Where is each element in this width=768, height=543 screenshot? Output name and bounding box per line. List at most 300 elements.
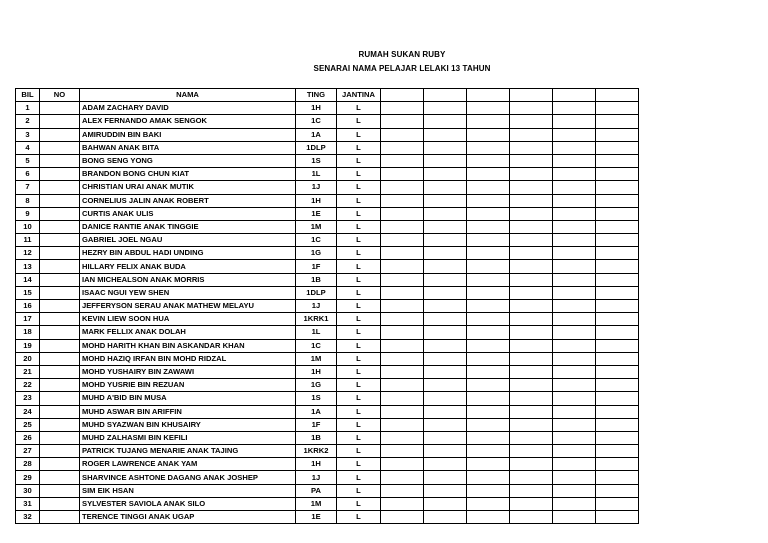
cell-ting: 1C [296, 234, 337, 247]
cell-jantina: L [337, 220, 381, 233]
cell-blank [381, 300, 424, 313]
cell-ting: 1B [296, 273, 337, 286]
cell-blank [553, 181, 596, 194]
cell-nama: BAHWAN ANAK BITA [80, 141, 296, 154]
table-row [16, 484, 639, 497]
cell-blank [424, 471, 467, 484]
cell-bil: 10 [16, 220, 40, 233]
cell-nama: ROGER LAWRENCE ANAK YAM [80, 458, 296, 471]
cell-ting: 1S [296, 154, 337, 167]
cell-blank [424, 458, 467, 471]
cell-blank [381, 247, 424, 260]
cell-blank [596, 471, 639, 484]
cell-blank [553, 497, 596, 510]
cell-no [40, 234, 80, 247]
header-blank [510, 89, 553, 102]
cell-blank [510, 168, 553, 181]
table-row [16, 431, 639, 444]
cell-nama: MOHD YUSRIE BIN REZUAN [80, 379, 296, 392]
cell-no [40, 168, 80, 181]
cell-ting: 1M [296, 220, 337, 233]
cell-blank [381, 365, 424, 378]
cell-ting: 1H [296, 365, 337, 378]
cell-blank [381, 313, 424, 326]
cell-bil: 23 [16, 392, 40, 405]
cell-blank [467, 511, 510, 524]
cell-nama: PATRICK TUJANG MENARIE ANAK TAJING [80, 445, 296, 458]
cell-blank [424, 273, 467, 286]
cell-blank [553, 207, 596, 220]
cell-ting: 1KRK1 [296, 313, 337, 326]
cell-bil: 17 [16, 313, 40, 326]
table-row [16, 234, 639, 247]
cell-no [40, 260, 80, 273]
cell-nama: MUHD ASWAR BIN ARIFFIN [80, 405, 296, 418]
cell-jantina: L [337, 339, 381, 352]
header-jantina: JANTINA [337, 89, 381, 102]
cell-blank [424, 300, 467, 313]
cell-nama: CHRISTIAN URAI ANAK MUTIK [80, 181, 296, 194]
cell-blank [424, 352, 467, 365]
cell-blank [553, 431, 596, 444]
cell-blank [510, 273, 553, 286]
cell-blank [467, 286, 510, 299]
cell-no [40, 418, 80, 431]
header-nama: NAMA [80, 89, 296, 102]
cell-blank [510, 445, 553, 458]
cell-jantina: L [337, 247, 381, 260]
cell-blank [553, 260, 596, 273]
cell-blank [424, 511, 467, 524]
cell-ting: 1DLP [296, 286, 337, 299]
cell-no [40, 220, 80, 233]
cell-bil: 12 [16, 247, 40, 260]
cell-bil: 21 [16, 365, 40, 378]
cell-bil: 6 [16, 168, 40, 181]
page-title: RUMAH SUKAN RUBY [358, 50, 446, 59]
table-row [16, 273, 639, 286]
table-row [16, 181, 639, 194]
cell-jantina: L [337, 497, 381, 510]
cell-jantina: L [337, 115, 381, 128]
cell-blank [510, 431, 553, 444]
cell-nama: TERENCE TINGGI ANAK UGAP [80, 511, 296, 524]
cell-blank [510, 234, 553, 247]
table-row [16, 445, 639, 458]
cell-blank [596, 194, 639, 207]
table-row [16, 207, 639, 220]
cell-blank [553, 247, 596, 260]
table-row [16, 339, 639, 352]
cell-blank [467, 405, 510, 418]
cell-jantina: L [337, 484, 381, 497]
cell-blank [467, 141, 510, 154]
cell-no [40, 352, 80, 365]
cell-ting: 1M [296, 497, 337, 510]
cell-no [40, 141, 80, 154]
table-row [16, 352, 639, 365]
cell-no [40, 313, 80, 326]
table-header-row [16, 89, 639, 102]
cell-blank [381, 392, 424, 405]
cell-blank [510, 313, 553, 326]
cell-jantina: L [337, 471, 381, 484]
cell-ting: 1F [296, 418, 337, 431]
cell-blank [510, 220, 553, 233]
table-row [16, 300, 639, 313]
cell-blank [424, 207, 467, 220]
cell-blank [596, 260, 639, 273]
cell-blank [424, 326, 467, 339]
cell-blank [596, 220, 639, 233]
cell-blank [424, 405, 467, 418]
cell-ting: 1C [296, 339, 337, 352]
cell-no [40, 115, 80, 128]
cell-blank [596, 497, 639, 510]
cell-ting: 1B [296, 431, 337, 444]
student-table [15, 88, 639, 524]
cell-bil: 25 [16, 418, 40, 431]
cell-blank [596, 234, 639, 247]
cell-bil: 28 [16, 458, 40, 471]
cell-ting: 1M [296, 352, 337, 365]
cell-blank [467, 207, 510, 220]
cell-nama: CORNELIUS JALIN ANAK ROBERT [80, 194, 296, 207]
cell-jantina: L [337, 365, 381, 378]
cell-blank [553, 379, 596, 392]
cell-ting: 1S [296, 392, 337, 405]
cell-blank [596, 128, 639, 141]
cell-blank [467, 326, 510, 339]
cell-nama: ADAM ZACHARY DAVID [80, 102, 296, 115]
cell-jantina: L [337, 392, 381, 405]
cell-blank [467, 102, 510, 115]
cell-blank [467, 352, 510, 365]
cell-bil: 27 [16, 445, 40, 458]
cell-no [40, 154, 80, 167]
cell-blank [596, 431, 639, 444]
table-row [16, 154, 639, 167]
table-row [16, 497, 639, 510]
cell-blank [467, 339, 510, 352]
cell-no [40, 379, 80, 392]
cell-blank [381, 431, 424, 444]
cell-no [40, 339, 80, 352]
cell-bil: 3 [16, 128, 40, 141]
cell-blank [553, 511, 596, 524]
cell-jantina: L [337, 234, 381, 247]
cell-jantina: L [337, 458, 381, 471]
cell-blank [510, 194, 553, 207]
cell-blank [596, 458, 639, 471]
cell-ting: 1F [296, 260, 337, 273]
cell-blank [467, 313, 510, 326]
table-row [16, 286, 639, 299]
cell-nama: MUHD SYAZWAN BIN KHUSAIRY [80, 418, 296, 431]
cell-blank [510, 260, 553, 273]
cell-blank [510, 102, 553, 115]
cell-blank [510, 511, 553, 524]
header-no: NO [40, 89, 80, 102]
table-row [16, 168, 639, 181]
cell-ting: 1H [296, 194, 337, 207]
cell-bil: 18 [16, 326, 40, 339]
cell-blank [424, 484, 467, 497]
cell-blank [424, 154, 467, 167]
cell-jantina: L [337, 154, 381, 167]
cell-no [40, 365, 80, 378]
header-blank [424, 89, 467, 102]
cell-nama: DANICE RANTIE ANAK TINGGIE [80, 220, 296, 233]
cell-blank [510, 392, 553, 405]
cell-jantina: L [337, 286, 381, 299]
cell-blank [424, 445, 467, 458]
cell-nama: HILLARY FELIX ANAK BUDA [80, 260, 296, 273]
cell-ting: 1H [296, 102, 337, 115]
cell-nama: GABRIEL JOEL NGAU [80, 234, 296, 247]
cell-jantina: L [337, 379, 381, 392]
cell-blank [596, 365, 639, 378]
cell-jantina: L [337, 102, 381, 115]
cell-blank [553, 339, 596, 352]
cell-no [40, 484, 80, 497]
cell-blank [424, 234, 467, 247]
cell-blank [553, 128, 596, 141]
cell-no [40, 392, 80, 405]
cell-blank [510, 379, 553, 392]
cell-bil: 16 [16, 300, 40, 313]
table-row [16, 247, 639, 260]
cell-blank [553, 365, 596, 378]
cell-bil: 31 [16, 497, 40, 510]
cell-bil: 11 [16, 234, 40, 247]
cell-blank [424, 128, 467, 141]
cell-blank [381, 458, 424, 471]
cell-bil: 24 [16, 405, 40, 418]
cell-blank [467, 458, 510, 471]
cell-jantina: L [337, 194, 381, 207]
cell-ting: 1A [296, 128, 337, 141]
table-row [16, 418, 639, 431]
cell-blank [510, 128, 553, 141]
cell-blank [553, 141, 596, 154]
table-row [16, 379, 639, 392]
cell-blank [467, 300, 510, 313]
cell-blank [381, 128, 424, 141]
cell-jantina: L [337, 445, 381, 458]
cell-jantina: L [337, 326, 381, 339]
cell-bil: 15 [16, 286, 40, 299]
cell-ting: PA [296, 484, 337, 497]
cell-blank [553, 168, 596, 181]
cell-blank [596, 247, 639, 260]
header-blank [596, 89, 639, 102]
cell-blank [381, 273, 424, 286]
cell-blank [467, 260, 510, 273]
cell-nama: ISAAC NGUI YEW SHEN [80, 286, 296, 299]
cell-jantina: L [337, 181, 381, 194]
cell-blank [467, 379, 510, 392]
cell-no [40, 247, 80, 260]
cell-blank [553, 102, 596, 115]
cell-blank [381, 260, 424, 273]
cell-blank [553, 418, 596, 431]
cell-blank [381, 497, 424, 510]
cell-blank [553, 234, 596, 247]
cell-blank [553, 392, 596, 405]
table-row [16, 102, 639, 115]
cell-blank [510, 207, 553, 220]
cell-bil: 2 [16, 115, 40, 128]
cell-bil: 4 [16, 141, 40, 154]
cell-blank [381, 154, 424, 167]
cell-blank [596, 141, 639, 154]
cell-blank [381, 379, 424, 392]
cell-no [40, 128, 80, 141]
cell-bil: 26 [16, 431, 40, 444]
cell-no [40, 431, 80, 444]
cell-blank [596, 418, 639, 431]
cell-nama: CURTIS ANAK ULIS [80, 207, 296, 220]
cell-blank [596, 352, 639, 365]
cell-blank [424, 497, 467, 510]
cell-blank [381, 141, 424, 154]
table-row [16, 128, 639, 141]
cell-blank [596, 405, 639, 418]
header-blank [553, 89, 596, 102]
cell-blank [510, 458, 553, 471]
table-row [16, 194, 639, 207]
cell-nama: JEFFERYSON SERAU ANAK MATHEW MELAYU [80, 300, 296, 313]
cell-ting: 1E [296, 207, 337, 220]
cell-bil: 13 [16, 260, 40, 273]
cell-ting: 1KRK2 [296, 445, 337, 458]
cell-blank [381, 418, 424, 431]
cell-blank [596, 286, 639, 299]
table-row [16, 405, 639, 418]
cell-blank [596, 484, 639, 497]
cell-ting: 1L [296, 326, 337, 339]
table-row [16, 458, 639, 471]
cell-blank [467, 234, 510, 247]
cell-no [40, 181, 80, 194]
cell-nama: HEZRY BIN ABDUL HADI UNDING [80, 247, 296, 260]
cell-bil: 7 [16, 181, 40, 194]
cell-blank [510, 352, 553, 365]
cell-blank [553, 273, 596, 286]
header-ting: TING [296, 89, 337, 102]
cell-no [40, 273, 80, 286]
cell-bil: 30 [16, 484, 40, 497]
cell-blank [510, 247, 553, 260]
cell-blank [596, 181, 639, 194]
cell-jantina: L [337, 313, 381, 326]
cell-blank [553, 445, 596, 458]
cell-blank [381, 484, 424, 497]
cell-jantina: L [337, 300, 381, 313]
cell-nama: ALEX FERNANDO AMAK SENGOK [80, 115, 296, 128]
cell-ting: 1L [296, 168, 337, 181]
cell-blank [553, 194, 596, 207]
cell-blank [596, 115, 639, 128]
cell-jantina: L [337, 207, 381, 220]
table-row [16, 392, 639, 405]
cell-blank [510, 497, 553, 510]
cell-blank [381, 405, 424, 418]
cell-ting: 1DLP [296, 141, 337, 154]
cell-blank [467, 128, 510, 141]
cell-blank [596, 326, 639, 339]
cell-blank [553, 154, 596, 167]
table-row [16, 115, 639, 128]
cell-blank [510, 339, 553, 352]
cell-nama: MARK FELLIX ANAK DOLAH [80, 326, 296, 339]
cell-blank [381, 511, 424, 524]
cell-blank [553, 326, 596, 339]
cell-jantina: L [337, 260, 381, 273]
cell-ting: 1C [296, 115, 337, 128]
cell-ting: 1H [296, 458, 337, 471]
cell-blank [510, 286, 553, 299]
cell-blank [553, 458, 596, 471]
cell-bil: 29 [16, 471, 40, 484]
cell-blank [596, 154, 639, 167]
cell-blank [510, 418, 553, 431]
cell-blank [467, 484, 510, 497]
cell-blank [424, 286, 467, 299]
cell-bil: 22 [16, 379, 40, 392]
cell-blank [424, 379, 467, 392]
cell-blank [553, 471, 596, 484]
cell-blank [381, 471, 424, 484]
cell-blank [467, 471, 510, 484]
cell-blank [381, 339, 424, 352]
cell-nama: MUHD A'BID BIN MUSA [80, 392, 296, 405]
table-row [16, 260, 639, 273]
cell-jantina: L [337, 431, 381, 444]
cell-no [40, 511, 80, 524]
cell-no [40, 445, 80, 458]
cell-no [40, 194, 80, 207]
cell-bil: 9 [16, 207, 40, 220]
cell-bil: 1 [16, 102, 40, 115]
cell-no [40, 326, 80, 339]
cell-ting: 1J [296, 300, 337, 313]
table-row [16, 141, 639, 154]
cell-blank [467, 273, 510, 286]
table-row [16, 220, 639, 233]
cell-nama: BRANDON BONG CHUN KIAT [80, 168, 296, 181]
cell-blank [424, 339, 467, 352]
cell-blank [596, 102, 639, 115]
cell-ting: 1G [296, 379, 337, 392]
cell-jantina: L [337, 352, 381, 365]
cell-blank [424, 115, 467, 128]
cell-blank [553, 352, 596, 365]
cell-blank [424, 247, 467, 260]
cell-blank [424, 431, 467, 444]
cell-blank [467, 431, 510, 444]
cell-blank [467, 194, 510, 207]
cell-blank [467, 181, 510, 194]
cell-jantina: L [337, 511, 381, 524]
cell-blank [596, 511, 639, 524]
cell-blank [510, 115, 553, 128]
cell-blank [596, 300, 639, 313]
cell-blank [424, 220, 467, 233]
cell-nama: KEVIN LIEW SOON HUA [80, 313, 296, 326]
cell-blank [424, 181, 467, 194]
